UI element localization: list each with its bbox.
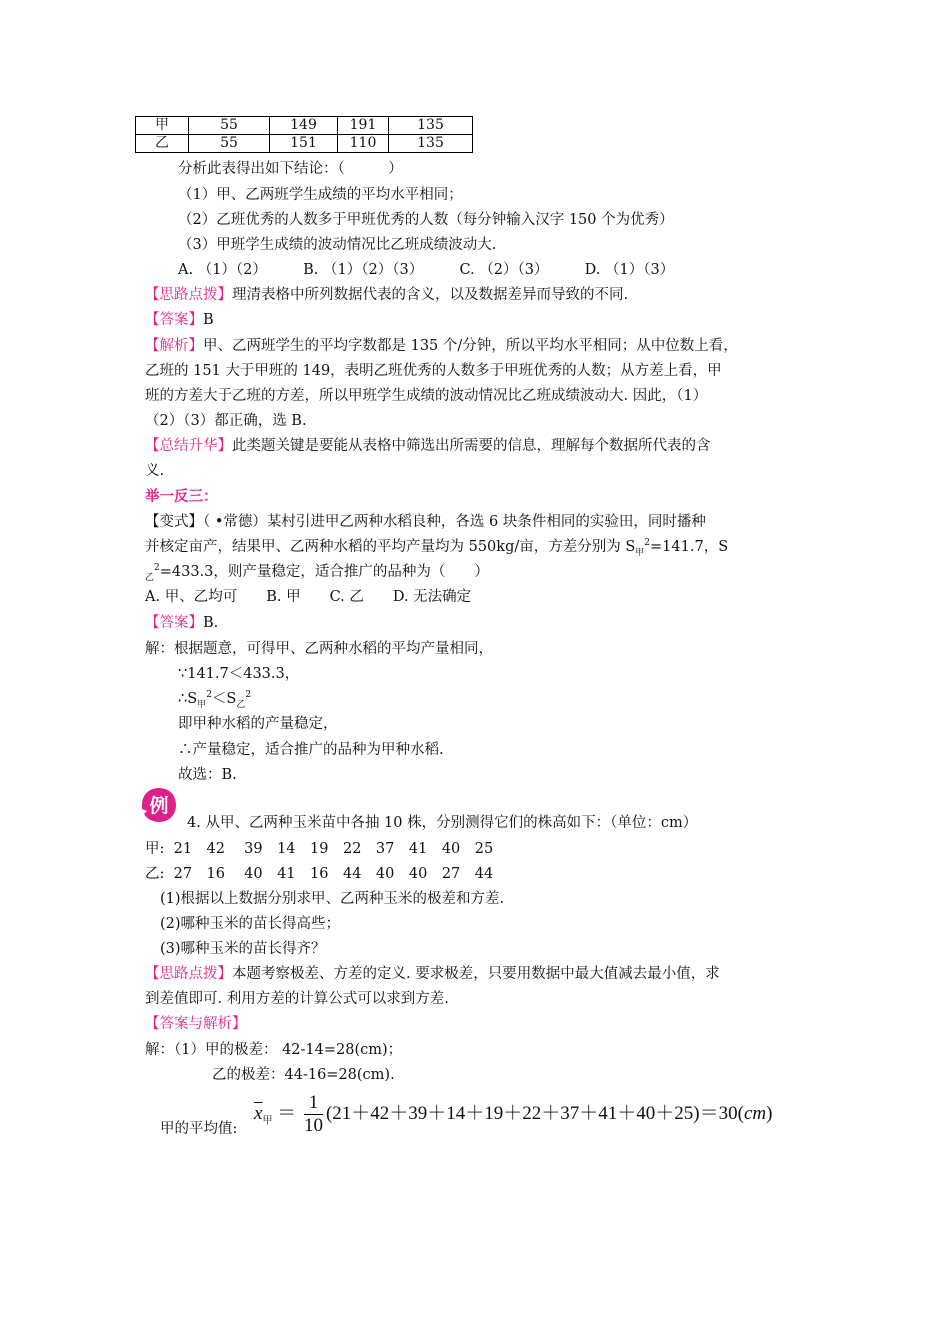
table-cell: 55: [189, 135, 270, 153]
table-cell: 191: [338, 117, 389, 135]
table-cell: 135: [389, 135, 473, 153]
answer-line: [145, 309, 214, 331]
variant-line: [145, 511, 706, 533]
analysis-text: 甲、乙两班学生的平均字数都是 135 个/分钟，所以平均水平相同；从中位数上看，: [203, 338, 738, 354]
hint-tag: 【思路点拨】: [145, 966, 232, 982]
mean-unit: cm: [743, 1102, 767, 1124]
analysis-line: 班的方差大于乙班的方差，所以甲班学生成绩的波动情况比乙班成绩波动大. 因此，（1）: [145, 388, 708, 404]
sub-question-1: (1)根据以上数据分别求甲、乙两种玉米的极差和方差.: [160, 891, 505, 907]
mean-label: 甲的平均值:: [160, 1121, 238, 1137]
variant-text: （ •常德）某村引进甲乙两种水稻良种，各选 6 块条件相同的实验田，同时播种: [203, 514, 706, 530]
badge-label: 例: [149, 795, 169, 817]
analysis-line: [145, 335, 738, 357]
analysis-line: 乙班的 151 大于甲班的 149，表明乙班优秀的人数多于甲班优秀的人数；从方差上看，甲: [145, 363, 722, 379]
row-values: 27 16 40 41 16 44 40 40 27 44: [173, 866, 494, 882]
statement-1: （1）甲、乙两班学生成绩的平均水平相同；: [178, 187, 463, 203]
subscript: 甲: [197, 699, 207, 710]
solution-line: 故选：B.: [178, 767, 237, 783]
variant-line: [145, 561, 489, 589]
hint-line: 到差值即可. 利用方差的计算公式可以求到方差.: [145, 991, 449, 1007]
summary-tag: 【总结升华】: [145, 438, 232, 454]
variant-options: A. 甲、乙均可 B. 甲 C. 乙 D. 无法确定: [145, 589, 472, 605]
hint-text: 本题考察极差、方差的定义. 要求极差，只要用数据中最大值减去最小值，求: [232, 966, 720, 982]
summary-text: 此类题关键是要能从表格中筛选出所需要的信息，理解每个数据所代表的含: [232, 438, 711, 454]
table-row: [136, 117, 473, 135]
statement-2: （2）乙班优秀的人数多于甲班优秀的人数（每分钟输入汉字 150 个为优秀）: [178, 212, 674, 228]
sub-question-2: (2)哪种玉米的苗长得高些；: [160, 916, 341, 932]
answer-options: A. （1）（2） B. （1）（2）（3） C. （2）（3） D. （1）（3）: [178, 262, 675, 278]
hint-tag: 【思路点拨】: [145, 287, 232, 303]
table-cell: 135: [389, 117, 473, 135]
row-label: 甲:: [145, 841, 165, 857]
superscript: 2: [154, 563, 160, 573]
variant-answer: [145, 612, 218, 634]
summary-line: [145, 435, 711, 457]
fraction-numerator: 1: [304, 1092, 323, 1115]
statement-3: （3）甲班学生成绩的波动情况比乙班成绩波动大.: [178, 237, 497, 253]
solution-line: 解：（1）甲的极差： 42-14=28(cm)；: [145, 1042, 403, 1058]
solution-line: ∵141.7＜433.3，: [178, 666, 300, 682]
sub-question-3: (3)哪种玉米的苗长得齐？: [160, 941, 326, 957]
table-cell: 151: [270, 135, 338, 153]
score-table: [135, 116, 473, 153]
fraction-denominator: 10: [303, 1115, 323, 1136]
mean-subscript: 甲: [262, 1115, 273, 1127]
analysis-tag: 【解析】: [145, 338, 203, 354]
data-row-jia: [145, 838, 493, 860]
row-label: 乙:: [145, 866, 165, 882]
variant-text: =433.3，则产量稳定，适合推广的品种为（ ）: [159, 564, 489, 580]
superscript: 2: [206, 690, 212, 700]
hint-line: [145, 963, 720, 985]
subscript: 乙: [145, 572, 155, 583]
variant-line: [145, 536, 728, 564]
question-prompt: 分析此表得出如下结论：（ ）: [178, 161, 403, 177]
superscript: 2: [245, 690, 252, 700]
example-badge-icon: [141, 787, 177, 823]
mean-expression: (21＋42＋39＋14＋19＋22＋37＋41＋40＋25)＝30(: [325, 1102, 744, 1124]
mean-formula: $\overline{x}_甲$ ＝ $\frac{1}{10}$ (21＋42＋39＋14＋19＋22＋37＋41＋40＋25)＝30(cm): [254, 1092, 773, 1136]
solution-line: 解：根据题意，可得甲、乙两种水稻的平均产量相同，: [145, 641, 493, 657]
summary-line: 义.: [145, 463, 165, 479]
solution-line: 即甲种水稻的产量稳定，: [178, 716, 338, 732]
variant-tag: 【变式】: [145, 514, 203, 530]
variant-text: 并核定亩产，结果甲、乙两种水稻的平均产量均为 550kg/亩，方差分别为 S: [145, 539, 636, 555]
solution-line: ∴产量稳定，适合推广的品种为甲种水稻.: [178, 742, 444, 758]
solution-line: [178, 688, 251, 716]
row-label: 甲: [136, 117, 189, 135]
table-row: [136, 135, 473, 153]
mean-close: ): [766, 1102, 773, 1124]
variant-text: =141.7，S: [650, 539, 729, 555]
answer-text: B: [203, 312, 214, 328]
analysis-line: （2）（3）都正确，选 B.: [145, 413, 307, 429]
answer-tag: 【答案】: [145, 312, 203, 328]
table-cell: 55: [189, 117, 270, 135]
row-label: 乙: [136, 135, 189, 153]
mean-variable: $\overline{x}$: [254, 1102, 263, 1124]
example-prompt: 4. 从甲、乙两种玉米苗中各抽 10 株，分别测得它们的株高如下：（单位：cm）: [187, 815, 698, 831]
data-row-yi: [145, 863, 493, 885]
solution-text: ∴S: [178, 691, 198, 707]
row-values: 21 42 39 14 19 22 37 41 40 25: [173, 841, 494, 857]
solution-line: 乙的极差：44-16=28(cm).: [212, 1067, 395, 1083]
subscript: 乙: [236, 699, 246, 710]
table-cell: 149: [270, 117, 338, 135]
table-cell: 110: [338, 135, 389, 153]
hint-line: [145, 284, 628, 306]
solution-text: ＜S: [211, 691, 237, 707]
answer-text: B.: [203, 615, 219, 631]
answer-tag: 【答案】: [145, 615, 203, 631]
hint-text: 理清表格中所列数据代表的含义，以及数据差异而导致的不同.: [232, 287, 629, 303]
superscript: 2: [644, 538, 651, 548]
variant-heading: 举一反三：: [145, 488, 218, 505]
answer-analysis-tag: 【答案与解析】: [145, 1016, 247, 1032]
fraction: [304, 1092, 323, 1137]
subscript: 甲: [635, 547, 645, 558]
